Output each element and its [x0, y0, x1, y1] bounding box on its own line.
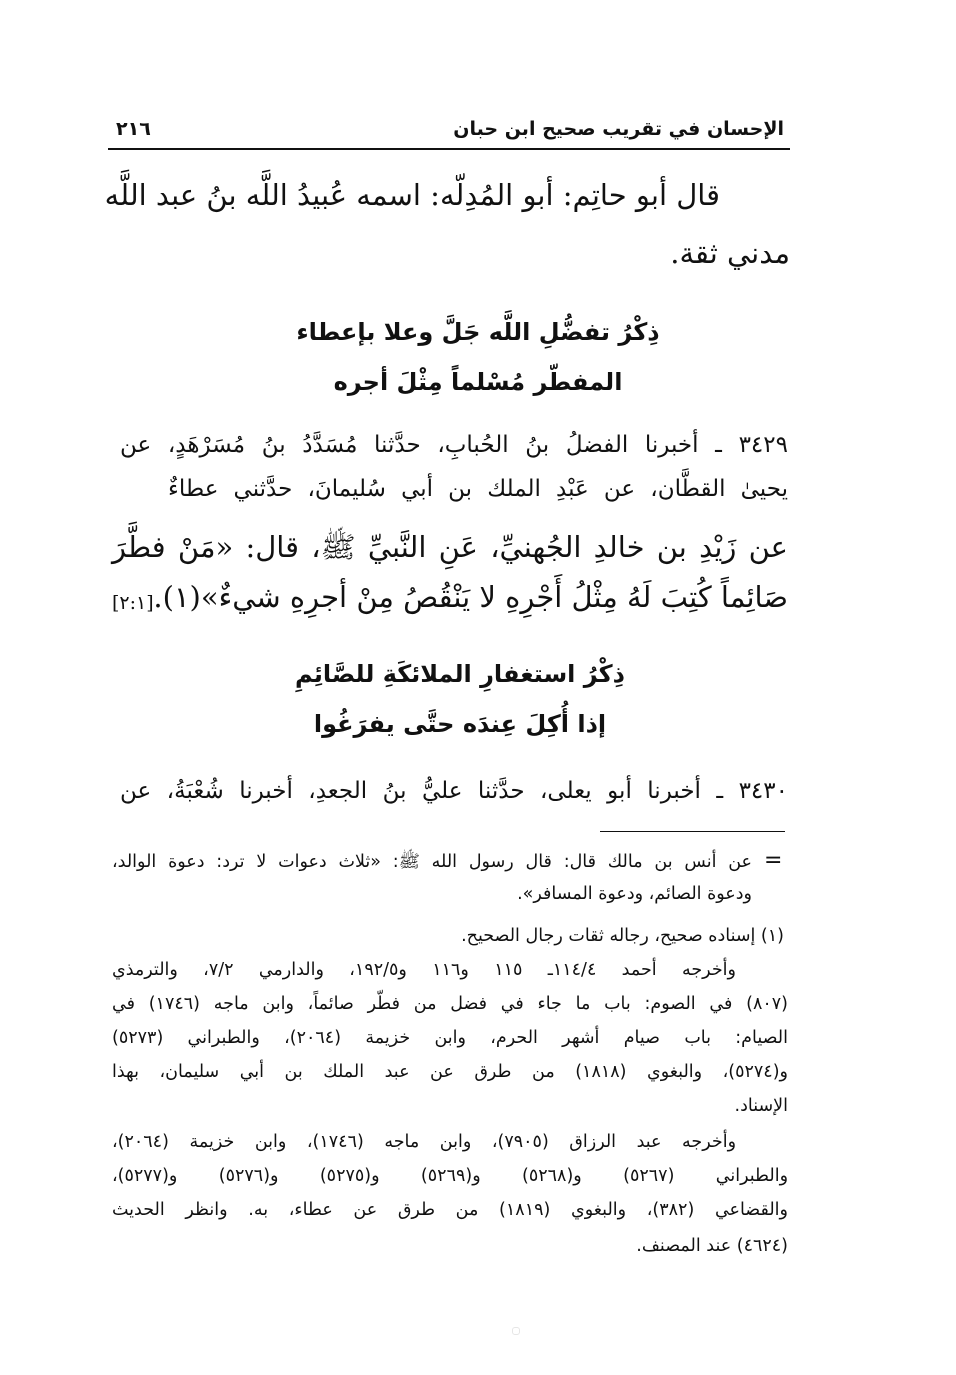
page-header	[108, 112, 790, 150]
cross-reference: [٢:١]	[112, 592, 154, 614]
footnote-1-line-1: (١) إسناده صحيح، رجاله ثقات رجال الصحيح.	[461, 926, 784, 946]
page-number: ٢١٦	[116, 118, 151, 140]
footnote-1-line-2: وأخرجه أحمد ١١٤/٤ـ ١١٥ و١١٦ و١٩٢/٥، والدارمي ٧/٢، والترمذي	[112, 960, 736, 980]
hadith-3430-line-1: ٣٤٣٠ ـ أخبرنا أبو يعلى، حدَّثنا عليُّ بنُ الجعدِ، أخبرنا شُعْبَةُ، عن	[120, 778, 788, 804]
footnote-1-line-7: وأخرجه عبد الرزاق (٧٩٠٥)، وابن ماجه (١٧٤٦)، وابن خزيمة (٢٠٦٤)،	[112, 1132, 737, 1152]
continuation-mark: =	[764, 848, 783, 873]
section-heading-1a: ذِكْرُ تفضُّلِ اللَّه جَلَّ وعلا بإعطاء	[296, 318, 660, 346]
section-heading-1b: المفطّر مُسْلماً مِثْلَ أجره	[333, 368, 623, 396]
hadith-3429-line-3: عن زَيْدِ بن خالدِ الجُهنيِّ، عَنِ النَّبيِّ ﷺ، قال: «مَنْ فطَّرَ	[112, 530, 788, 564]
hadith-3429-line-4: صَائِماً كُتِبَ لَهُ مِثْلُ أَجْرِهِ لا يَنْقُصُ مِنْ أجرِهِ شيءٌ»(١).	[153, 580, 788, 614]
text-line-1: قال أبو حاتِم: أبو المُدِلّه: اسمه عُبيدُ اللَّه بنُ عبد اللَّه	[104, 178, 720, 212]
footnote-continuation-line-1: عن أنس بن مالك قال: قال رسول الله ﷺ: «ثلاث دعوات لا ترد: دعوة الوالد،	[112, 852, 752, 872]
hadith-3429-line-2: يحيىٰ القطَّان، عن عَبْدِ الملك بن أبي سُليمانَ، حدَّثني عطاءٌ	[168, 476, 788, 502]
footnote-1-line-8: والطبراني (٥٢٦٧) و(٥٢٦٨) و(٥٢٦٩) و(٥٢٧٥) و(٥٢٧٦) و(٥٢٧٧)،	[112, 1166, 789, 1186]
scan-speck	[512, 1327, 520, 1335]
section-heading-2b: إذا أُكِلَ عِندَه حتَّى يفرَغُوا	[313, 710, 607, 738]
footnote-1-line-10: (٤٦٢٤) عند المصنف.	[636, 1236, 788, 1256]
footnote-1-line-5: و(٥٢٧٤)، والبغوي (١٨١٨) من طرق عن عبد الملك بن أبي سليمان، بهذا	[112, 1062, 788, 1082]
text-line-2: مدني ثقة.	[670, 236, 790, 270]
running-title: الإحسان في تقريب صحيح ابن حبان	[453, 118, 784, 140]
section-heading-2a: ذِكْرُ استغفارِ الملائكَةِ للصَّائِمِ	[295, 660, 625, 688]
footnote-1-line-9: والقضاعي (٣٨٢)، والبغوي (١٨١٩) من طرق عن عطاء، به. وانظر الحديث	[112, 1200, 788, 1220]
footnote-1-line-3: (٨٠٧) في الصوم: باب ما جاء في فضل من فطّر صائماً، وابن ماجه (١٧٤٦) في	[112, 994, 788, 1014]
footnote-1-line-4: الصيام: باب صيام أشهر الحرم، وابن خزيمة (٢٠٦٤)، والطبراني (٥٢٧٣)	[112, 1028, 788, 1048]
hadith-3429-line-1: ٣٤٢٩ ـ أخبرنا الفضلُ بنُ الحُبابِ، حدَّثنا مُسَدَّدُ بنُ مُسَرْهَدٍ، عن	[120, 432, 788, 458]
footnote-continuation-line-2: ودعوة الصائم، ودعوة المسافر».	[517, 884, 752, 904]
footnote-rule	[600, 831, 785, 832]
footnote-1-line-6: الإسناد.	[734, 1096, 788, 1116]
